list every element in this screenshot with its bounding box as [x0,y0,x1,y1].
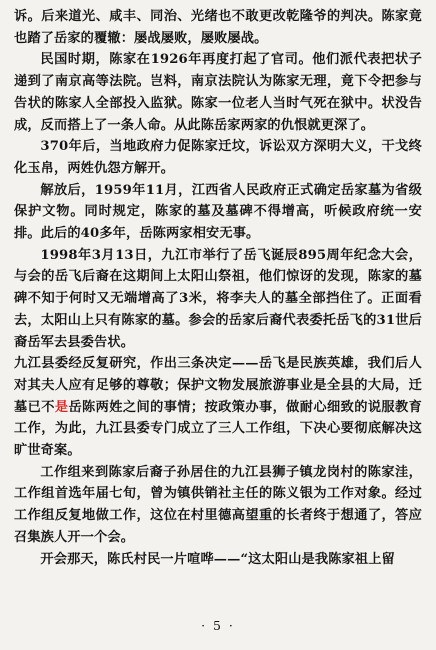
paragraph-7: 工作组来到陈家后裔子孙居住的九江县狮子镇龙岗村的陈家洼，工作组首选年届七旬，曾为镇供销社主任的陈义银为工作对象。经过工作组反复地做工作，这位在村里德高望重的长者终于想通了，答应召集族人开一个会。 [14,464,422,545]
paragraph-4: 解放后，1959年11月，江西省人民政府正式确定岳家墓为省级保护文物。同时规定，陈家的墓及墓碑不得增高，听候政府统一安排。此后的40多年，岳陈两家相安无事。 [14,182,422,242]
highlighted-character: 是 [54,399,69,415]
paragraph-2: 民国时期，陈家在1926年再度打起了官司。他们派代表把状子递到了南京高等法院。岂料，南京法院认为陈家无理，竟下令把参与告状的陈家人全部投入监狱。陈家一位老人当时气死在狱中。状没告成，反而搭上了一条人命。从此陈岳家两家的仇恨就更深了。 [14,52,422,133]
paragraph-3: 370年后，当地政府力促陈家迁坟，诉讼双方深明大义，干戈终化玉帛，两姓仇怨方解开。 [14,139,422,176]
paragraph-6 [14,353,422,462]
paragraph-1: 诉。后来道光、咸丰、同治、光绪也不敢更改乾隆爷的判决。陈家竟也踏了岳家的覆辙：屡战屡败，屡败屡战。 [14,9,422,46]
paragraph-6-text-before: 九江县委经反复研究，作出三条决定——岳飞是民族英雄，我们后人对其夫人应有足够的尊敬；保护文物发展旅游事业是全县的大局，迁墓已不 [14,356,422,415]
page-number: · 5 · [201,618,235,633]
paragraph-8: 开会那天，陈氏村民一片喧哗——“这太阳山是我陈家祖上留 [40,551,395,567]
paragraph-6-text-after: 岳陈两姓之间的事情；按政策办事，做耐心细致的说服教育工作，为此，九江县委专门成立了三人工作组，下决心要彻底解决这旷世奇案。 [14,399,422,459]
paragraph-5: 1998年3月13日，九江市举行了岳飞诞辰895周年纪念大会，与会的岳飞后裔在这期间上太阳山祭祖，他们惊讶的发现，陈家的墓碑不知于何时又无端增高了3米，将李夫人的墓全部挡住了。正面看去，太阳山上只有陈家的墓。参会的岳家后裔代表委托岳飞的31世后裔岳军去县委告状。 [14,247,422,350]
